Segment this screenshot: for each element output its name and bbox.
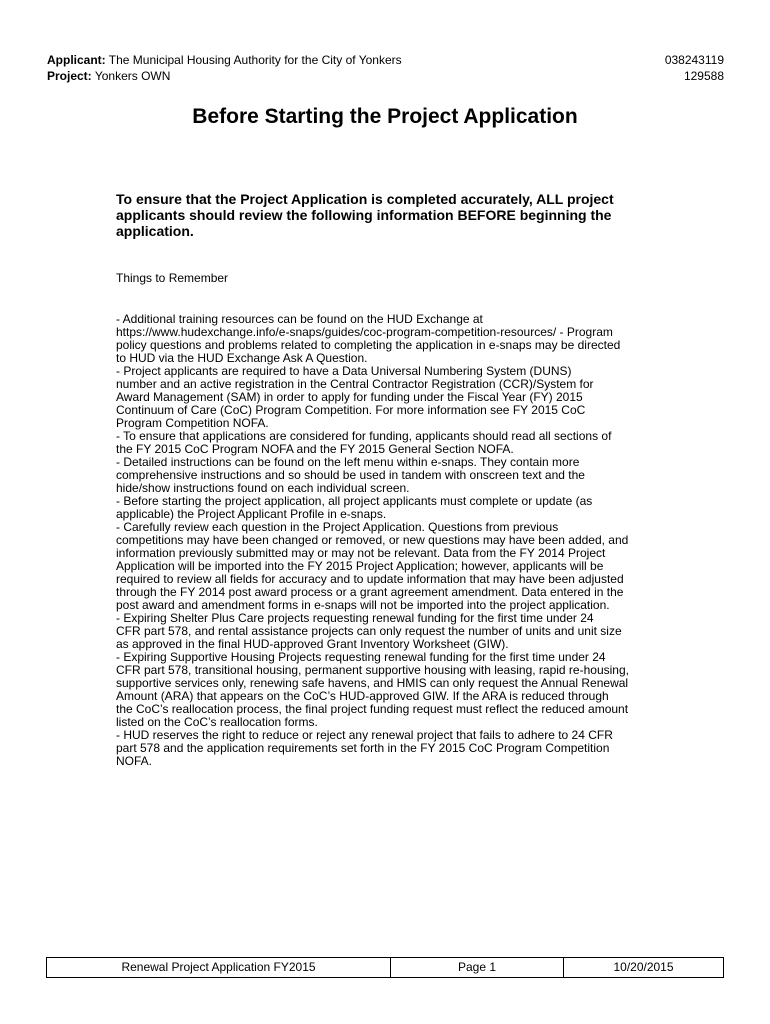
project-name: Yonkers OWN [94,69,171,83]
page-header [47,52,724,84]
applicant-id: 038243119 [664,53,724,67]
project-id: 129588 [683,69,724,83]
instructions-body [116,313,664,768]
applicant-row [47,52,724,68]
project-row [47,68,724,84]
applicant-name: The Municipal Housing Authority for the City of Yonkers [108,53,402,67]
footer-date: 10/20/2015 [613,960,674,974]
footer-doc-name: Renewal Project Application FY2015 [47,958,391,977]
applicant-info [47,52,402,68]
project-info [47,68,170,84]
page-footer [46,957,724,978]
applicant-label: Applicant: [47,53,106,67]
footer-page-number: Page 1 [391,958,564,977]
things-to-remember-heading: Things to Remember [116,271,229,285]
page-title: Before Starting the Project Application [192,105,578,128]
project-label: Project: [47,69,92,83]
intro-text: To ensure that the Project Application is completed accurately, ALL project applicants should review the following information BEFORE beginning the application. [116,191,614,239]
instructions-text: - Additional training resources can be found on the HUD Exchange at https://www.hudexchange.info/e-snaps/guides/coc-program-competition-resources/ - Program policy questions and problems related to completing the application in e-snaps may be directed to HUD via the HUD Exchange Ask A Question. - Project applicants are required to have a Data Universal Numbering System (DUNS) number and an active registration in the Central Contractor Registration (CCR)/System for Award Management (SAM) in order to apply for funding under the Fiscal Year (FY) 2015 Continuum of Care (CoC) Program Competition. For more information see FY 2015 CoC Program Competition NOFA. - To ensure that applications are considered for funding, applicants should read all sections of the FY 2015 CoC Program NOFA and the FY 2015 General Section NOFA. - Detailed instructions can be found on the left menu within e-snaps. They contain more comprehensive instructions and so should be used in tandem with onscreen text and the hide/show instructions found on each individual screen. - Before starting the project application, all project applicants must complete or update (as applicable) the Project Applicant Profile in e-snaps. - Carefully review each question in the Project Application. Questions from previous competitions may have been changed or removed, or new questions may have been added, and information previously submitted may or may not be relevant. Data from the FY 2014 Project Application will be imported into the FY 2015 Project Application; however, applicants will be required to review all fields for accuracy and to update information that may have been adjusted through the FY 2014 post award process or a grant agreement amendment. Data entered in the post award and amendment forms in e-snaps will not be imported into the project application. - Expiring Shelter Plus Care projects requesting renewal funding for the first time under 24 CFR part 578, and rental assistance projects can only request the number of units and unit size as approved in the final HUD-approved Grant Inventory Worksheet (GIW). - Expiring Supportive Housing Projects requesting renewal funding for the first time under 24 CFR part 578, transitional housing, permanent supportive housing with leasing, rapid re-housing, supportive services only, renewing safe havens, and HMIS can only request the Annual Renewal Amount (ARA) that appears on the CoC’s HUD-approved GIW. If the ARA is reduced through the CoC’s reallocation process, the final project funding request must reflect the reduced amount listed on the CoC’s reallocation forms. - HUD reserves the right to reduce or reject any renewal project that fails to adhere to 24 CFR part 578 and the application requirements set forth in the FY 2015 CoC Program Competition NOFA. [116,312,629,768]
